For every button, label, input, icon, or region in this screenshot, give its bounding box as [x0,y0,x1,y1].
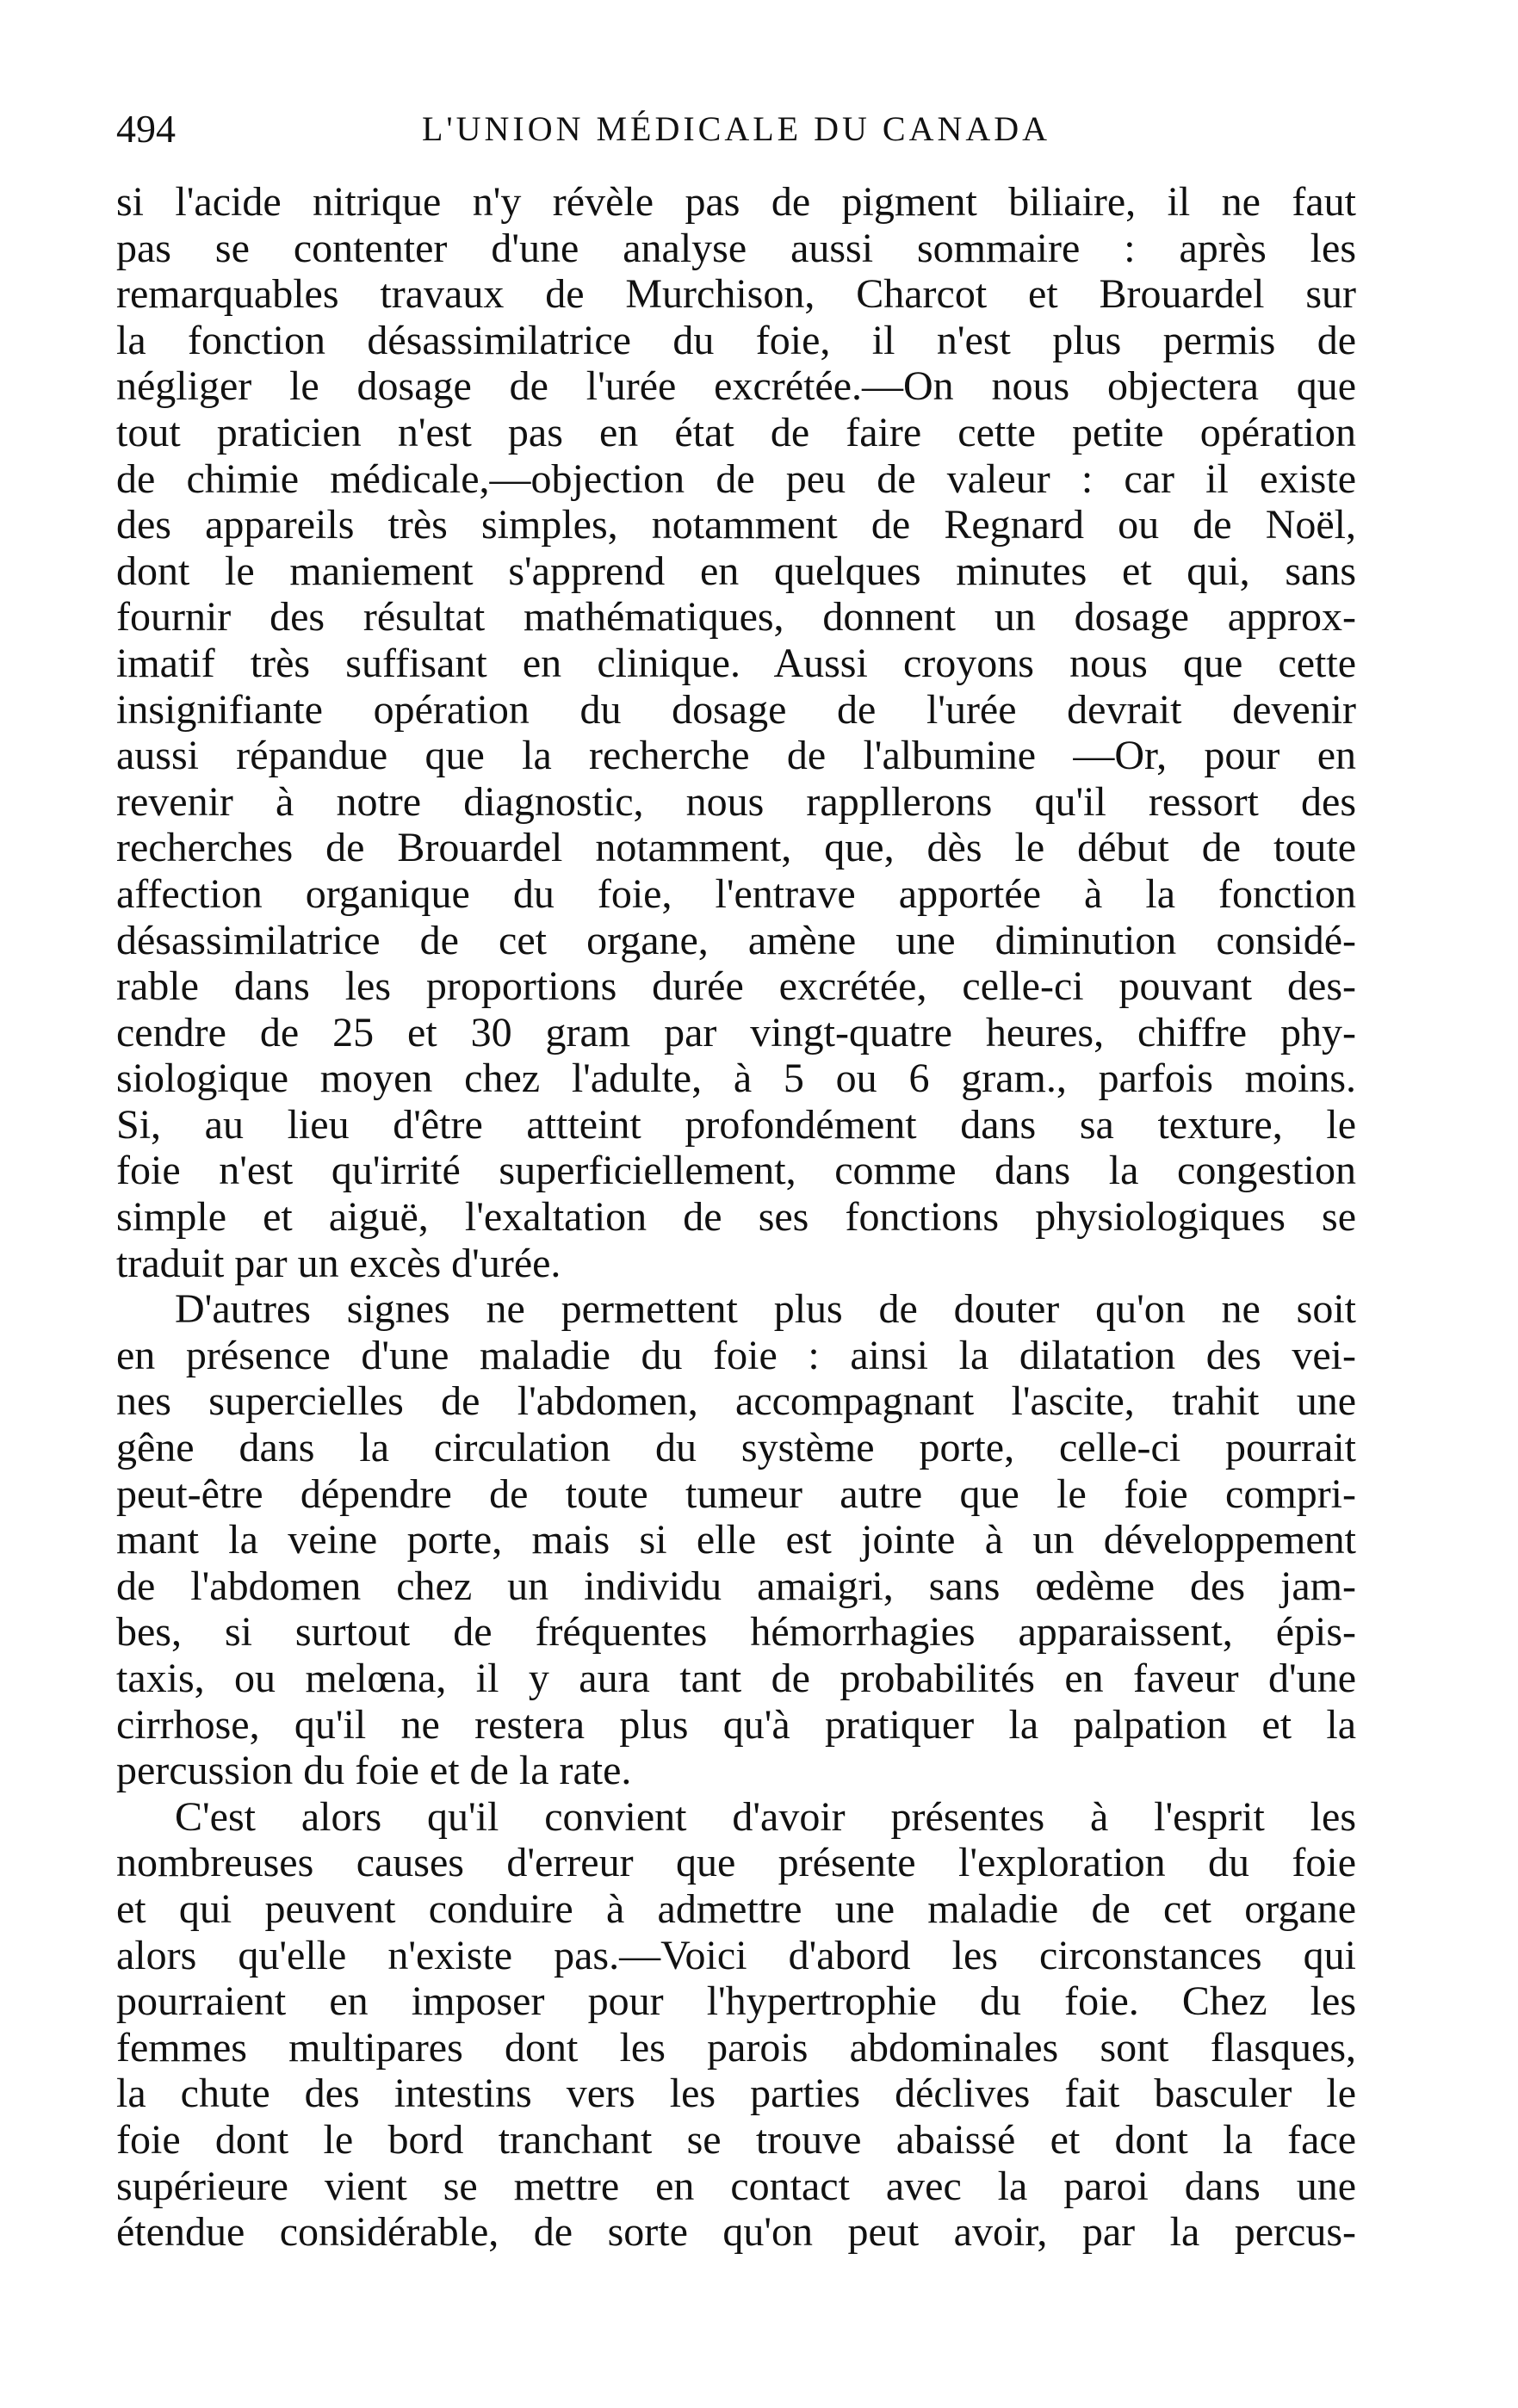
text-line: affection organique du foie, l'entrave apportée à la fonction [116,870,1356,917]
text-line: rable dans les proportions durée excrétée, celle-ci pouvant des- [116,963,1356,1010]
text-line: supérieure vient se mettre en contact avec la paroi dans une [116,2163,1356,2209]
text-line: et qui peuvent conduire à admettre une maladie de cet organe [116,1885,1356,1932]
paragraph [116,1286,1356,1794]
page-header [116,103,1356,155]
text-line: femmes multipares dont les parois abdominales sont flasques, [116,2024,1356,2071]
text-line: si l'acide nitrique n'y révèle pas de pigment biliaire, il ne faut [116,179,1356,225]
text-line: insignifiante opération du dosage de l'urée devrait devenir [116,686,1356,733]
text-line: la chute des intestins vers les parties déclives fait basculer le [116,2071,1356,2117]
text-line: nes supercielles de l'abdomen, accompagnant l'ascite, trahit une [116,1378,1356,1425]
text-line: foie dont le bord tranchant se trouve abaissé et dont la face [116,2116,1356,2163]
text-line: simple et aiguë, l'exaltation de ses fonctions physiologiques se [116,1194,1356,1241]
text-line: Si, au lieu d'être attteint profondément dans sa texture, le [116,1101,1356,1148]
text-line: mant la veine porte, mais si elle est jointe à un développement [116,1517,1356,1563]
text-line: D'autres signes ne permettent plus de douter qu'on ne soit [175,1286,1356,1333]
text-line: traduit par un excès d'urée. [116,1240,561,1286]
text-line: dont le maniement s'apprend en quelques minutes et qui, sans [116,548,1356,594]
text-line: des appareils très simples, notamment de Regnard ou de Noël, [116,502,1356,548]
text-line: taxis, ou melœna, il y aura tant de probabilités en faveur d'une [116,1656,1356,1701]
text-line: désassimilatrice de cet organe, amène une diminution considé- [116,917,1356,963]
text-line: alors qu'elle n'existe pas.—Voici d'abord les circonstances qui [116,1932,1356,1978]
text-line: tout praticien n'est pas en état de faire cette petite opération [116,409,1356,455]
text-line: en présence d'une maladie du foie : ainsi la dilatation des vei- [116,1332,1356,1378]
page-number: 494 [116,107,176,151]
text-line: imatif très suffisant en clinique. Aussi croyons nous que cette [116,640,1356,686]
text-line: recherches de Brouardel notamment, que, dès le début de toute [116,825,1356,871]
text-line: nombreuses causes d'erreur que présente l'exploration du foie [116,1840,1356,1886]
text-line: fournir des résultat mathématiques, donnent un dosage approx- [116,594,1356,641]
text-line: aussi répandue que la recherche de l'albumine —Or, pour en [116,733,1356,779]
text-line: pourraient en imposer pour l'hypertrophie du foie. Chez les [116,1978,1356,2025]
text-line: cirrhose, qu'il ne restera plus qu'à pratiquer la palpation et la [116,1701,1356,1748]
paragraph [116,179,1356,1286]
text-line: foie n'est qu'irrité superficiellement, comme dans la congestion [116,1148,1356,1194]
text-line: bes, si surtout de fréquentes hémorrhagies apparaissent, épis- [116,1609,1356,1656]
text-line: percussion du foie et de la rate. [116,1748,632,1794]
text-line: la fonction désassimilatrice du foie, il n'est plus permis de [116,317,1356,363]
paragraph [116,1794,1356,2256]
text-line: pas se contenter d'une analyse aussi sommaire : après les [116,225,1356,271]
text-line: de chimie médicale,—objection de peu de valeur : car il existe [116,455,1356,502]
text-line: gêne dans la circulation du système porte, celle-ci pourrait [116,1425,1356,1471]
text-line: négliger le dosage de l'urée excrétée.—On nous objectera que [116,363,1356,410]
text-line: de l'abdomen chez un individu amaigri, sans œdème des jam- [116,1563,1356,1609]
text-line: revenir à notre diagnostic, nous rappllerons qu'il ressort des [116,778,1356,825]
text-line: peut-être dépendre de toute tumeur autre que le foie compri- [116,1470,1356,1517]
text-line: cendre de 25 et 30 gram par vingt-quatre heures, chiffre phy- [116,1009,1356,1055]
text-line: C'est alors qu'il convient d'avoir présentes à l'esprit les [175,1793,1356,1840]
running-title: L'UNION MÉDICALE DU CANADA [421,109,1051,148]
text-line: étendue considérable, de sorte qu'on peut avoir, par la percus- [116,2209,1356,2256]
text-line: siologique moyen chez l'adulte, à 5 ou 6 gram., parfois moins. [116,1055,1356,1102]
text-line: remarquables travaux de Murchison, Charcot et Brouardel sur [116,271,1356,318]
body-text [116,179,1356,2256]
